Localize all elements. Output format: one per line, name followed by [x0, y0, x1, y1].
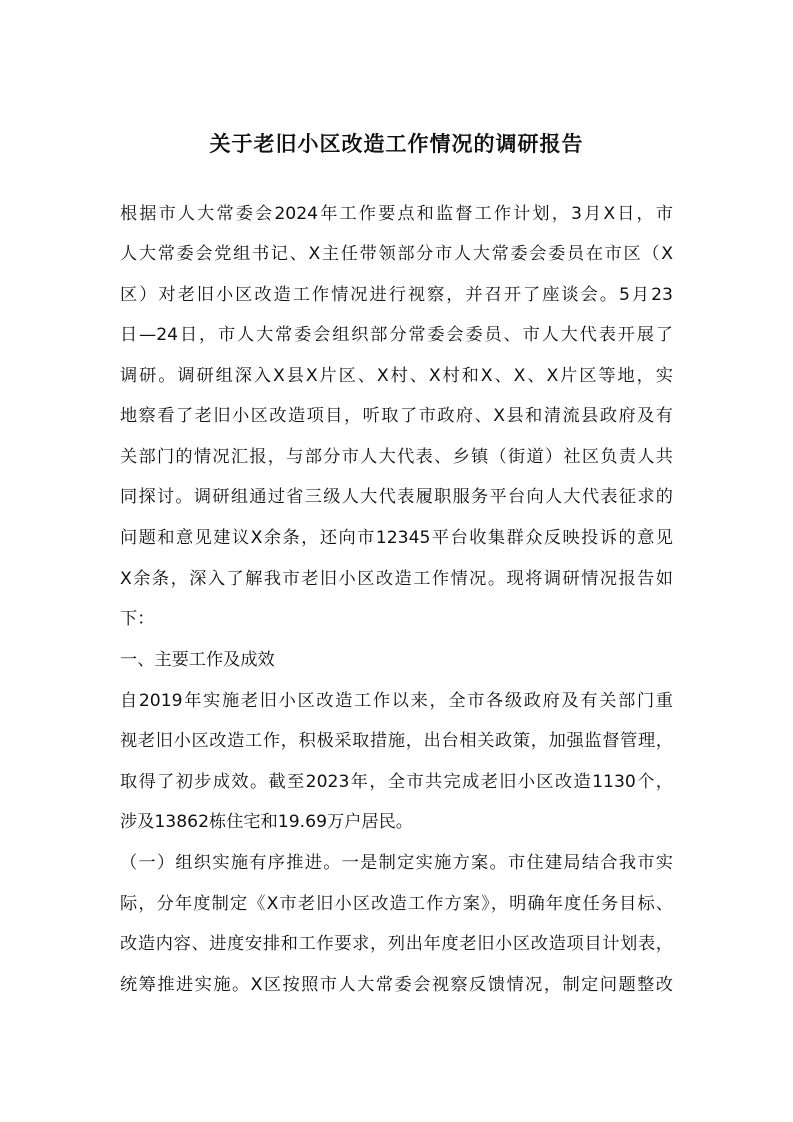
paragraph-line: 地察看了老旧小区改造项目，听取了市政府、X县和清流县政府及有	[120, 406, 673, 426]
paragraph-line: 人大常委会党组书记、X主任带领部分市人大常委会委员在市区（X	[120, 244, 673, 264]
paragraph-line: 日—24日，市人大常委会组织部分常委会委员、市人大代表开展了	[120, 325, 673, 345]
paragraph-line: 涉及13862栋住宅和19.69万户居民。	[120, 812, 413, 832]
paragraph-line: 统筹推进实施。X区按照市人大常委会视察反馈情况，制定问题整改	[120, 975, 673, 995]
paragraph-line: 区）对老旧小区改造工作情况进行视察，并召开了座谈会。5月23	[120, 285, 673, 305]
paragraph-line: 取得了初步成效。截至2023年，全市共完成老旧小区改造1130个，	[120, 772, 673, 792]
paragraph-line: （一）组织实施有序推进。一是制定实施方案。市住建局结合我市实	[120, 853, 673, 873]
paragraph-line: X余条，深入了解我市老旧小区改造工作情况。现将调研情况报告如	[120, 569, 673, 589]
paragraph-line: 视老旧小区改造工作，积极采取措施，出台相关政策，加强监督管理，	[120, 731, 673, 751]
paragraph-line: 下：	[120, 609, 155, 629]
paragraph-line: 关部门的情况汇报，与部分市人大代表、乡镇（街道）社区负责人共	[120, 447, 673, 467]
paragraph-line: 调研。调研组深入X县X片区、X村、X村和X、X、X片区等地，实	[120, 366, 673, 386]
document-title: 关于老旧小区改造工作情况的调研报告	[209, 131, 584, 156]
paragraph-line: 根据市人大常委会2024年工作要点和监督工作计划，3月X日，市	[120, 204, 673, 224]
paragraph-line: 际，分年度制定《X市老旧小区改造工作方案》，明确年度任务目标、	[120, 894, 673, 914]
section-heading: 一、主要工作及成效	[120, 650, 275, 670]
paragraph-line: 同探讨。调研组通过省三级人大代表履职服务平台向人大代表征求的	[120, 487, 673, 507]
paragraph-line: 改造内容、进度安排和工作要求，列出年度老旧小区改造项目计划表，	[120, 934, 673, 954]
paragraph-line: 问题和意见建议X余条，还向市12345平台收集群众反映投诉的意见	[120, 528, 673, 548]
paragraph-line: 自2019年实施老旧小区改造工作以来，全市各级政府及有关部门重	[120, 691, 673, 711]
